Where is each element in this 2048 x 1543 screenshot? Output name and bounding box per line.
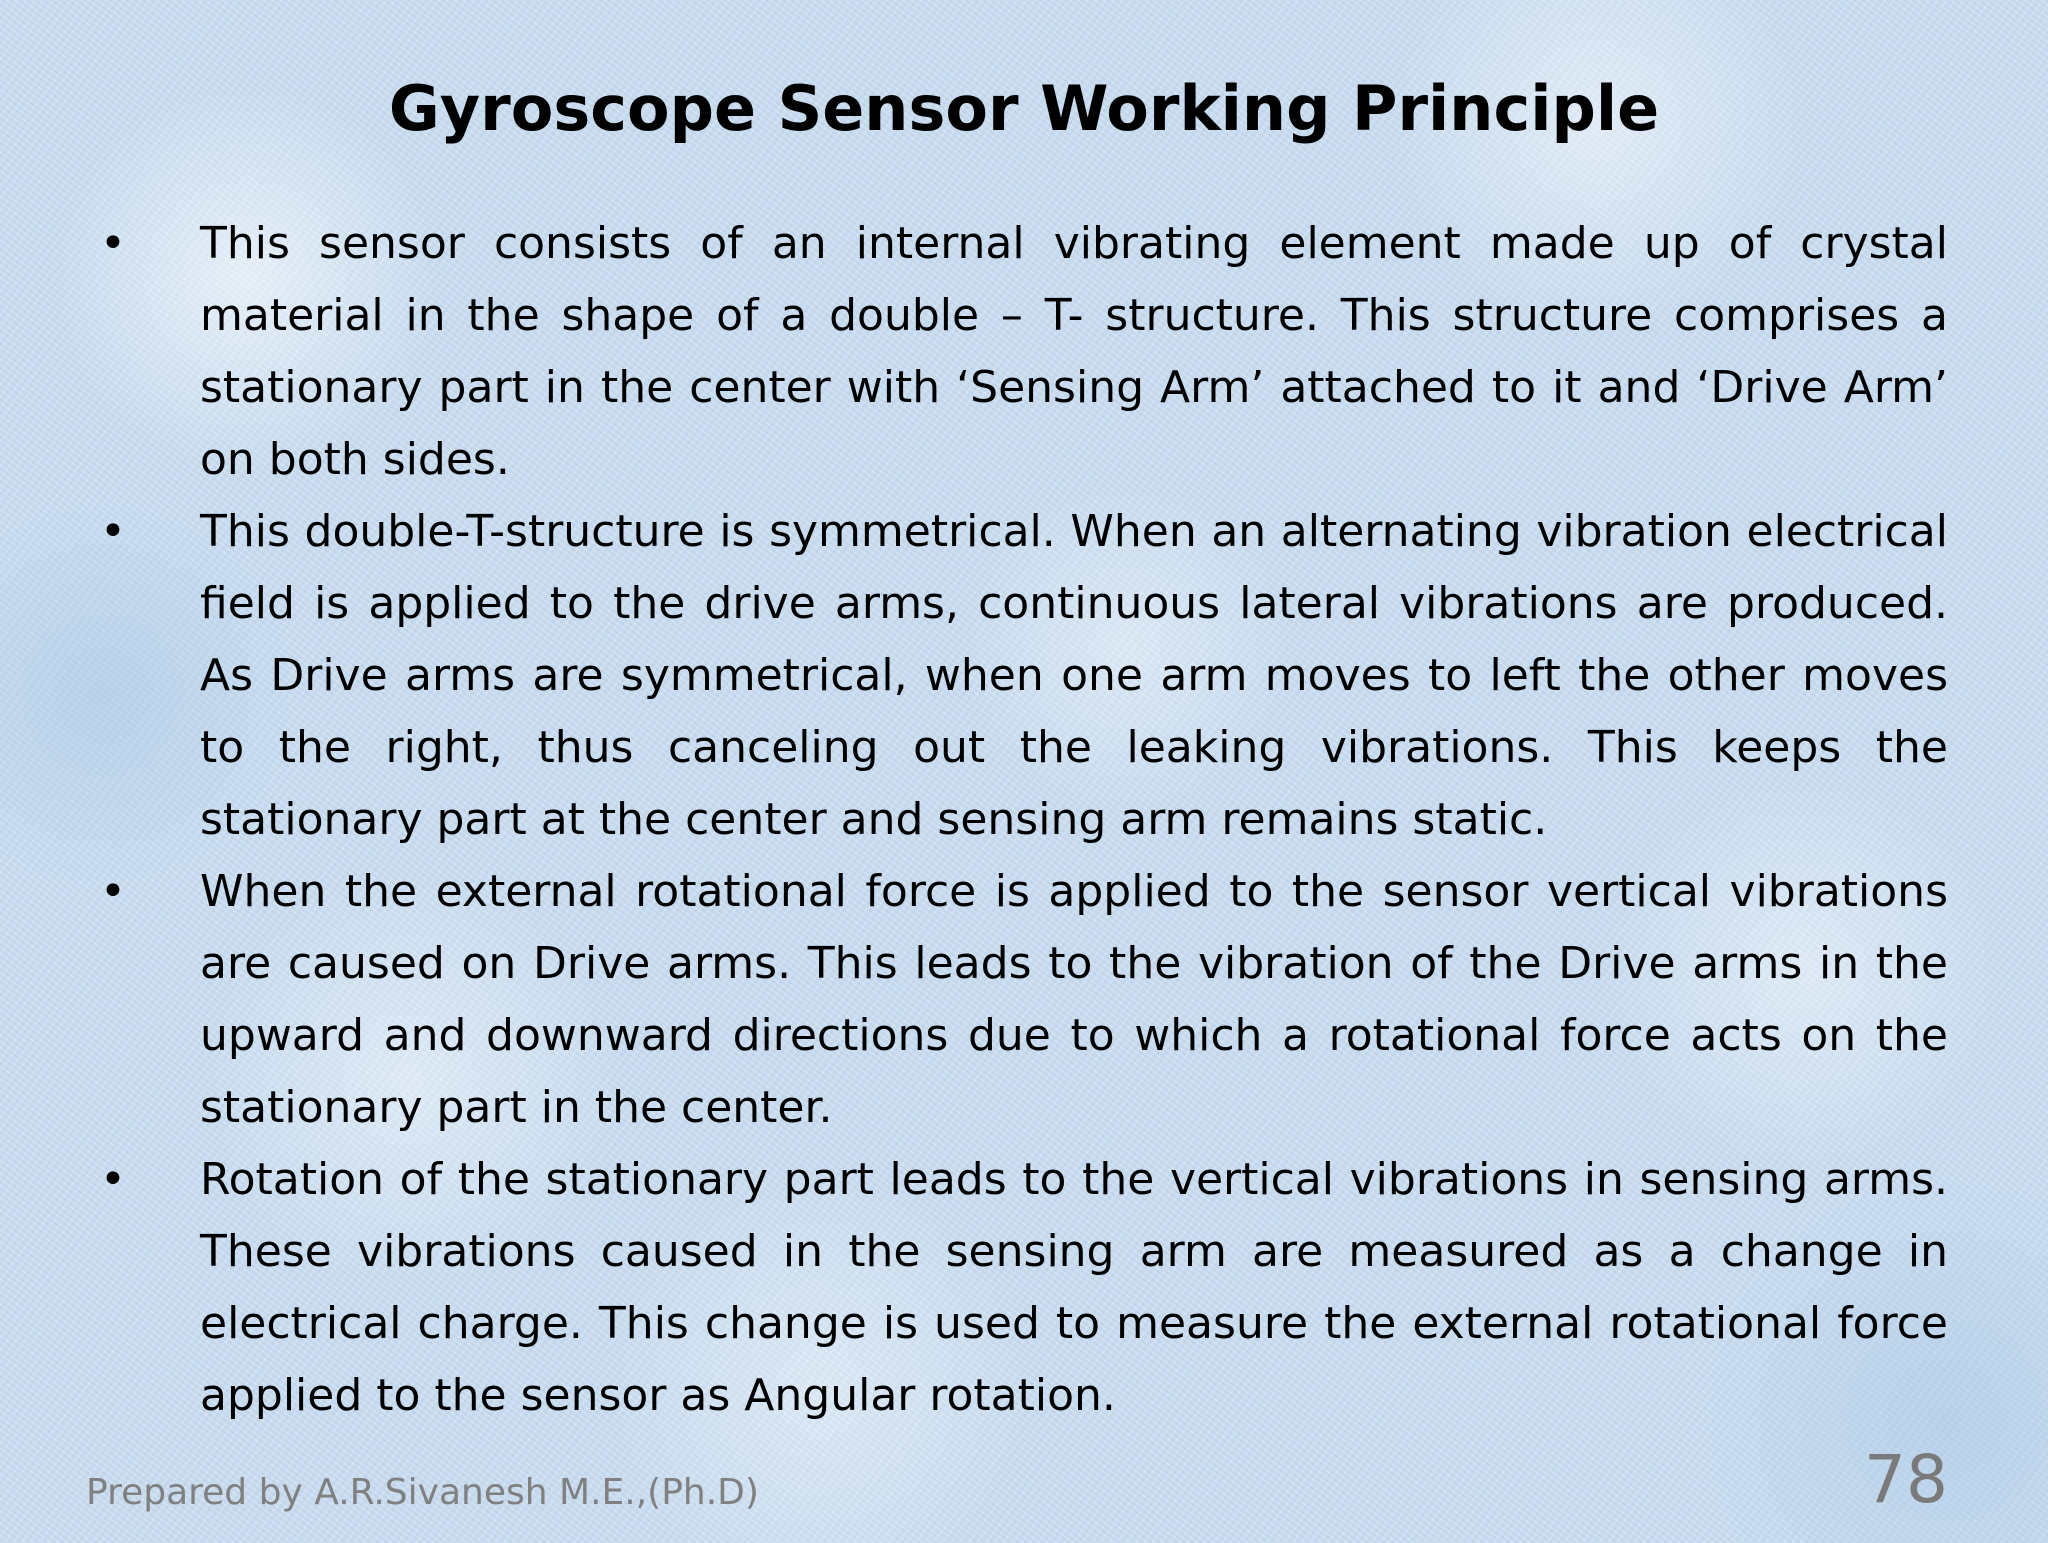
footer-credit: Prepared by A.R.Sivanesh M.E.,(Ph.D)	[86, 1472, 759, 1513]
bullet-text: Rotation of the stationary part leads to the vertical vibrations in sensing arms. These vibrations caused in the sensing arm are measured as a change in electrical charge. This change is used to measure the external rotational force applied to the sensor as Angular rotation.	[200, 1154, 1948, 1421]
bullet-item	[100, 208, 1948, 496]
bullet-marker: •	[100, 866, 126, 917]
bullet-marker: •	[100, 1154, 126, 1205]
page-number: 78	[1864, 1441, 1948, 1518]
bullet-list	[100, 208, 1948, 1432]
slide-title: Gyroscope Sensor Working Principle	[388, 72, 1660, 145]
bullet-item	[100, 496, 1948, 856]
bullet-text: When the external rotational force is applied to the sensor vertical vibrations are caused on Drive arms. This leads to the vibration of the Drive arms in the upward and downward directions due to which a rotational force acts on the stationary part in the center.	[200, 866, 1948, 1133]
bullet-marker: •	[100, 506, 126, 557]
bullet-text: This sensor consists of an internal vibrating element made up of crystal material in the shape of a double – T- structure. This structure comprises a stationary part in the center with ‘Sensing Arm’ attached to it and ‘Drive Arm’ on both sides.	[200, 218, 1948, 485]
bullet-item	[100, 1144, 1948, 1432]
bullet-text: This double-T-structure is symmetrical. When an alternating vibration electrical field is applied to the drive arms, continuous lateral vibrations are produced. As Drive arms are symmetrical, when one arm moves to left the other moves to the right, thus canceling out the leaking vibrations. This keeps the stationary part at the center and sensing arm remains static.	[200, 506, 1948, 845]
bullet-item	[100, 856, 1948, 1144]
bullet-marker: •	[100, 218, 126, 269]
